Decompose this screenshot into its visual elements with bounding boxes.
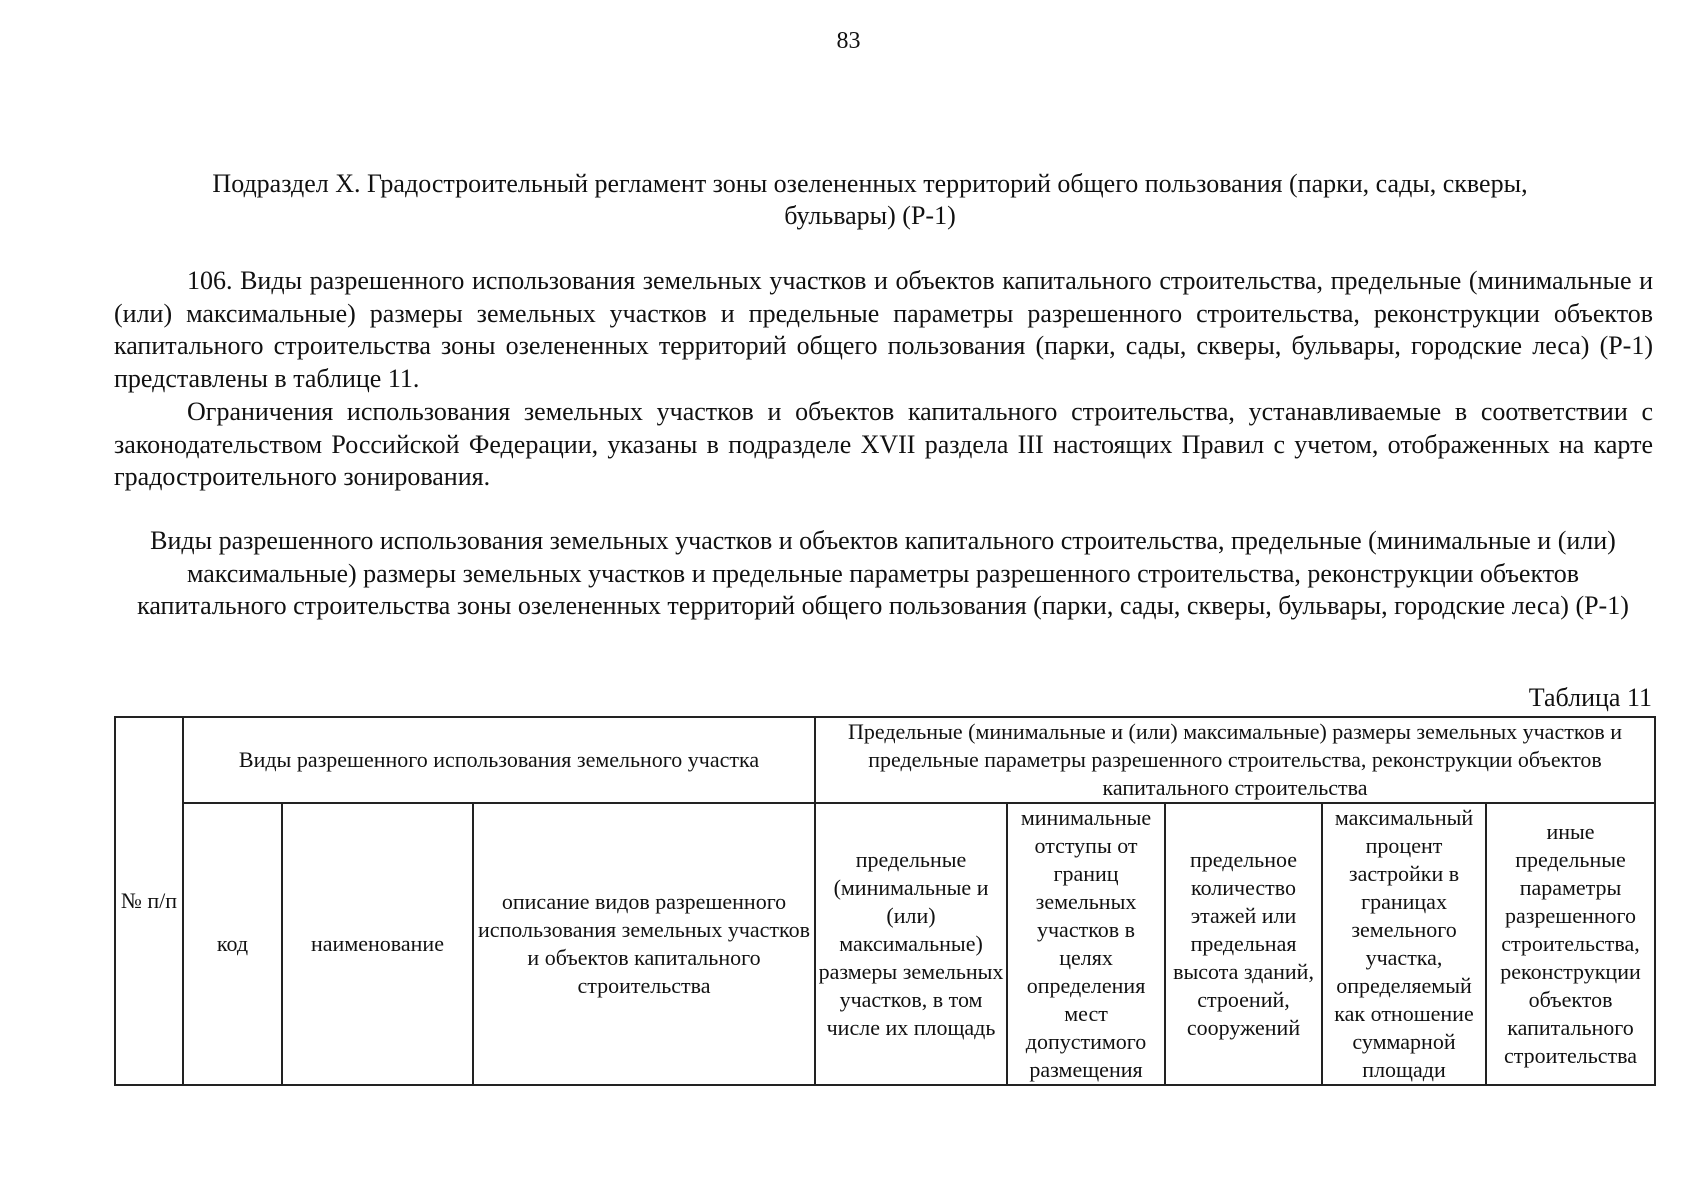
header-plot-size: предельные (минимальные и (или) максимальные) размеры земельных участков, в том числе их площадь	[815, 803, 1007, 1085]
header-number: № п/п	[115, 717, 183, 1085]
header-floors: предельное количество этажей или предельная высота зданий, строений, сооружений	[1165, 803, 1322, 1085]
header-description: описание видов разрешенного использования земельных участков и объектов капитального строительства	[473, 803, 815, 1085]
paragraph-106: 106. Виды разрешенного использования земельных участков и объектов капитального строительства, предельные (минимальные и (или) максимальные) размеры земельных участков и предельные параметры разрешенного строительства, реконструкции объектов капитального строительства зоны озелененных территорий общего пользования (парки, сады, скверы, бульвары, городские леса) (Р-1) представлены в таблице 11.	[114, 266, 1653, 393]
subsection-title-line-1: Подраздел X. Градостроительный регламент зоны озелененных территорий общего пользования (парки, сады, скверы,	[212, 169, 1528, 198]
header-land-use-group: Виды разрешенного использования земельного участка	[183, 717, 815, 803]
subsection-title	[150, 168, 1590, 232]
page-number: 83	[836, 28, 861, 54]
subsection-title-line-2: бульвары) (Р-1)	[784, 201, 956, 230]
table-heading: Виды разрешенного использования земельных участков и объектов капитального строительства, предельные (минимальные и (или) максимальные) размеры земельных участков и предельные параметры разрешенного строительства, реконструкции объектов капитального строительства зоны озелененных территорий общего пользования (парки, сады, скверы, бульвары, городские леса) (Р-1)	[137, 526, 1629, 620]
regulations-table	[114, 716, 1656, 1086]
header-coverage: максимальный процент застройки в границах земельного участка, определяемый как отношение суммарной площади	[1322, 803, 1486, 1085]
header-setbacks: минимальные отступы от границ земельных участков в целях определения мест допустимого размещения	[1007, 803, 1165, 1085]
header-other-params: иные предельные параметры разрешенного строительства, реконструкции объектов капитального строительства	[1486, 803, 1655, 1085]
header-name: наименование	[282, 803, 473, 1085]
header-limits-group: Предельные (минимальные и (или) максимальные) размеры земельных участков и предельные параметры разрешенного строительства, реконструкции объектов капитального строительства	[815, 717, 1655, 803]
header-code: код	[183, 803, 282, 1085]
paragraph-restrictions: Ограничения использования земельных участков и объектов капитального строительства, устанавливаемые в соответствии с законодательством Российской Федерации, указаны в подразделе XVII раздела III настоящих Правил с учетом, отображенных на карте градостроительного зонирования.	[114, 397, 1653, 491]
table-label: Таблица 11	[1528, 683, 1652, 712]
